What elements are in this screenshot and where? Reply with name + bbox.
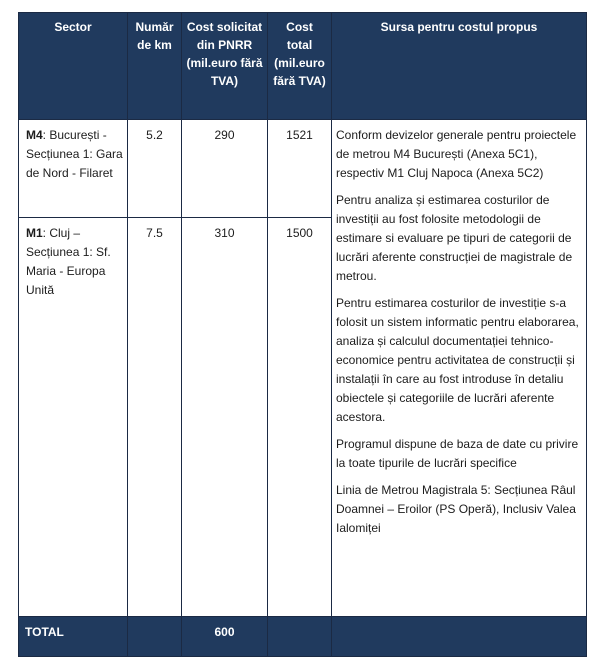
total-km-empty — [128, 617, 182, 657]
source-paragraph: Pentru estimarea costurilor de investiție s-a folosit un sistem informatic pentru elaborarea, analiza și calculul documentației tehnico-economice pentru activitatea de construcții și instalații în care au fost introduse în detaliu obiectele și categoriile de lucrări aferente acestora. — [336, 296, 579, 424]
source-cell — [332, 120, 587, 617]
total-cost-pnrr: 600 — [182, 617, 268, 657]
header-km: Număr de km — [128, 13, 182, 120]
km-cell: 7.5 — [128, 218, 182, 617]
header-cost-total: Cost total (mil.euro fără TVA) — [268, 13, 332, 120]
cost-pnrr-cell: 290 — [182, 120, 268, 218]
total-source-empty — [332, 617, 587, 657]
cost-total-cell: 1500 — [268, 218, 332, 617]
sector-cell — [19, 120, 128, 218]
source-paragraph: Linia de Metrou Magistrala 5: Secțiunea Râul Doamnei – Eroilor (PS Operă), Inclusiv Valea Ialomiței — [336, 483, 576, 535]
cost-pnrr-cell: 310 — [182, 218, 268, 617]
total-label: TOTAL — [19, 617, 128, 657]
cost-total-cell: 1521 — [268, 120, 332, 218]
source-paragraph: Conform devizelor generale pentru proiectele de metrou M4 București (Anexa 5C1), respectiv M1 Cluj Napoca (Anexa 5C2) — [336, 128, 577, 180]
table-row — [19, 120, 587, 218]
km-cell: 5.2 — [128, 120, 182, 218]
cost-table — [18, 12, 587, 657]
total-row — [19, 617, 587, 657]
sector-code: M1 — [26, 226, 43, 240]
header-cost-pnrr: Cost solicitat din PNRR (mil.euro fără TVA) — [182, 13, 268, 120]
total-cost-total-empty — [268, 617, 332, 657]
source-paragraph: Programul dispune de baza de date cu privire la toate tipurile de lucrări specifice — [336, 437, 579, 470]
sector-code: M4 — [26, 128, 43, 142]
sector-cell — [19, 218, 128, 617]
sector-description: : București - Secțiunea 1: Gara de Nord - Filaret — [26, 128, 123, 180]
header-row — [19, 13, 587, 120]
sector-description: : Cluj – Secțiunea 1: Sf. Maria - Europa Unită — [26, 226, 111, 297]
source-paragraph: Pentru analiza și estimarea costurilor de investiții au fost folosite metodologii de estimare si evaluare pe tipuri de categorii de lucrări aferente construcției de magistrale de metrou. — [336, 193, 573, 283]
header-sector: Sector — [19, 13, 128, 120]
header-source: Sursa pentru costul propus — [332, 13, 587, 120]
